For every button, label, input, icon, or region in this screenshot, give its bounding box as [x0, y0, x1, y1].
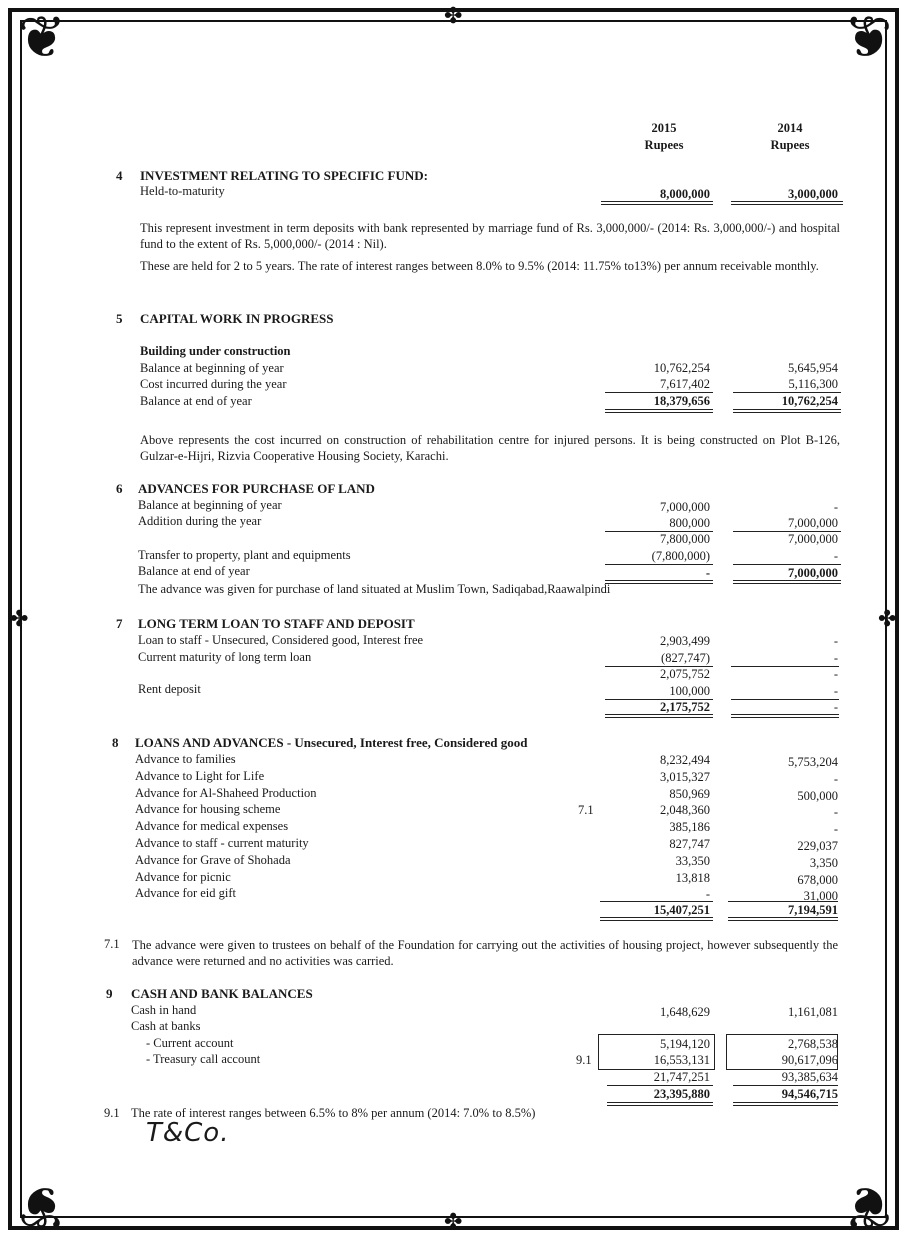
- double-rule: [733, 580, 841, 584]
- rule: [607, 1085, 713, 1086]
- double-rule: [728, 917, 838, 921]
- row-label: Balance at end of year: [140, 394, 252, 408]
- col-2015-year: 2015: [651, 121, 677, 135]
- value-2014: 500,000: [797, 789, 838, 803]
- value-2014: 2,768,538: [788, 1037, 838, 1051]
- value-2014: 90,617,096: [781, 1053, 838, 1067]
- top-ornament-icon: ✤: [444, 4, 463, 29]
- double-rule: [607, 1102, 713, 1106]
- note-number: 5: [116, 311, 123, 326]
- value-2015: 385,186: [669, 820, 710, 834]
- value-2015: (7,800,000): [651, 549, 710, 563]
- row-label: Balance at beginning of year: [140, 361, 284, 375]
- right-ornament-icon: ✤: [878, 607, 897, 632]
- double-rule: [600, 917, 713, 921]
- double-rule: [733, 409, 841, 413]
- value-2014: 1,161,081: [788, 1005, 838, 1019]
- value-2015: 2,175,752: [660, 700, 710, 714]
- auditor-initials-signature: T&Co.: [146, 1118, 230, 1148]
- rule: [733, 392, 841, 393]
- corner-flourish-icon: ❦: [17, 1173, 67, 1241]
- total-2015: 23,395,880: [653, 1087, 710, 1101]
- row-label: Advance for medical expenses: [135, 819, 289, 833]
- rule: [728, 901, 838, 902]
- row-label: - Current account: [146, 1036, 234, 1050]
- footnote-text: The rate of interest ranges between 6.5% to 8% per annum (2014: 7.0% to 8.5%): [131, 1106, 536, 1120]
- value-2014: 678,000: [797, 873, 838, 887]
- double-rule: [605, 409, 713, 413]
- row-label: Cash at banks: [131, 1019, 201, 1033]
- note-title: LOANS AND ADVANCES - Unsecured, Interest free, Considered good: [135, 735, 528, 750]
- bottom-ornament-icon: ✤: [444, 1210, 463, 1235]
- row-label: Addition during the year: [138, 514, 262, 528]
- total-2014: 7,194,591: [788, 903, 838, 917]
- rule: [605, 392, 713, 393]
- row-label: Advance for Grave of Shohada: [135, 853, 291, 867]
- value-2015: 33,350: [675, 854, 710, 868]
- value-2014: -: [833, 549, 838, 563]
- value-2015: 10,762,254: [653, 361, 710, 375]
- value-2015: 8,232,494: [660, 753, 710, 767]
- value-2014: -: [833, 805, 838, 819]
- value-2014: 7,000,000: [788, 532, 838, 546]
- value-2014: -: [833, 684, 838, 698]
- value-2014: 5,116,300: [788, 377, 838, 391]
- value-2014: -: [833, 500, 838, 514]
- note-title: LONG TERM LOAN TO STAFF AND DEPOSIT: [138, 616, 415, 631]
- value-2014: 229,037: [797, 839, 838, 853]
- footnote-text: The advance were given to trustees on behalf of the Foundation for carrying out the activities of housing project, however subsequently the advance were returned and no activities was carried.: [132, 938, 838, 968]
- double-rule: [733, 1102, 838, 1106]
- note-number: 8: [112, 735, 119, 750]
- row-label: Advance to Light for Life: [135, 769, 265, 783]
- note-paragraph: These are held for 2 to 5 years. The rate of interest ranges between 8.0% to 9.5% (2014: 11.75% to13%) per annum receivable monthly.: [140, 259, 819, 273]
- note-remark: The advance was given for purchase of land situated at Muslim Town, Sadiqabad,Raawalpindi: [138, 582, 611, 596]
- rule: [733, 564, 841, 565]
- double-rule: [605, 580, 713, 584]
- row-label: Balance at end of year: [138, 564, 250, 578]
- note-reference: 9.1: [576, 1053, 592, 1067]
- row-label: Advance for housing scheme: [135, 802, 281, 816]
- row-label: Cash in hand: [131, 1003, 197, 1017]
- double-rule: [601, 201, 713, 205]
- value-2014: 10,762,254: [781, 394, 838, 408]
- note-paragraph: This represent investment in term deposits with bank represented by marriage fund of Rs. 3,000,000/- (2014: Rs. 3,000,000/-) and hospital fund to the extent of Rs. 5,000,000/- (2014 : Nil).: [140, 221, 840, 251]
- note-title: INVESTMENT RELATING TO SPECIFIC FUND:: [140, 168, 428, 183]
- note-subtitle: Building under construction: [140, 344, 291, 358]
- value-2015: 7,617,402: [660, 377, 710, 391]
- row-label: Held-to-maturity: [140, 184, 225, 198]
- value-2014: 31,000: [803, 889, 838, 903]
- row-label: Cost incurred during the year: [140, 377, 287, 391]
- rule: [605, 564, 713, 565]
- row-label: Advance for picnic: [135, 870, 231, 884]
- row-label: Advance for eid gift: [135, 886, 237, 900]
- value-2014: -: [833, 822, 838, 836]
- value-2015: 8,000,000: [660, 187, 710, 201]
- value-2015: 21,747,251: [653, 1070, 710, 1084]
- total-2015: 15,407,251: [653, 903, 710, 917]
- value-2014: -: [833, 667, 838, 681]
- note-title: CAPITAL WORK IN PROGRESS: [140, 311, 334, 326]
- row-label: Current maturity of long term loan: [138, 650, 312, 664]
- col-2014-year: 2014: [777, 121, 803, 135]
- double-rule: [605, 714, 713, 718]
- footnote-number: 9.1: [104, 1106, 120, 1120]
- row-label: Transfer to property, plant and equipments: [138, 548, 351, 562]
- value-2014: 5,753,204: [788, 755, 838, 769]
- value-2014: 5,645,954: [788, 361, 838, 375]
- value-2015: 5,194,120: [660, 1037, 710, 1051]
- value-2014: 3,000,000: [788, 187, 838, 201]
- value-2015: 3,015,327: [660, 770, 710, 784]
- note-reference: 7.1: [578, 803, 594, 817]
- value-2015: -: [705, 887, 710, 901]
- corner-flourish-icon: ❦: [843, 3, 893, 71]
- col-2015-unit: Rupees: [644, 138, 684, 152]
- row-label: - Treasury call account: [146, 1052, 261, 1066]
- row-label: Advance for Al-Shaheed Production: [135, 786, 317, 800]
- value-2015: 7,000,000: [660, 500, 710, 514]
- note-paragraph: Above represents the cost incurred on construction of rehabilitation centre for injured persons. It is being constructed on Plot B-126, Gulzar-e-Hijri, Rizvia Cooperative Housing Society, Karachi.: [140, 433, 840, 463]
- footnote-number: 7.1: [104, 937, 120, 951]
- value-2014: -: [833, 651, 838, 665]
- value-2014: 93,385,634: [781, 1070, 838, 1084]
- note-number: 6: [116, 481, 123, 496]
- col-2014-unit: Rupees: [770, 138, 810, 152]
- note-number: 9: [106, 986, 113, 1001]
- double-rule: [731, 714, 839, 718]
- value-2015: 827,747: [669, 837, 710, 851]
- note-number: 7: [116, 616, 123, 631]
- value-2015: 2,048,360: [660, 803, 710, 817]
- value-2015: -: [705, 566, 710, 580]
- rule: [733, 1085, 838, 1086]
- corner-flourish-icon: ❦: [17, 3, 67, 71]
- row-label: Advance to families: [135, 752, 236, 766]
- value-2015: 7,800,000: [660, 532, 710, 546]
- value-2015: 16,553,131: [653, 1053, 710, 1067]
- value-2015: 850,969: [669, 787, 710, 801]
- value-2015: (827,747): [661, 651, 710, 665]
- value-2015: 100,000: [669, 684, 710, 698]
- value-2014: -: [833, 772, 838, 786]
- note-number: 4: [116, 168, 123, 183]
- corner-flourish-icon: ❦: [843, 1173, 893, 1241]
- value-2015: 13,818: [675, 871, 710, 885]
- value-2015: 1,648,629: [660, 1005, 710, 1019]
- value-2015: 18,379,656: [653, 394, 710, 408]
- value-2014: 3,350: [809, 856, 838, 870]
- row-label: Rent deposit: [138, 682, 201, 696]
- value-2014: 7,000,000: [788, 516, 838, 530]
- value-2014: -: [833, 634, 838, 648]
- value-2015: 800,000: [669, 516, 710, 530]
- rule: [600, 901, 713, 902]
- note-title: ADVANCES FOR PURCHASE OF LAND: [138, 481, 375, 496]
- left-ornament-icon: ✤: [10, 607, 29, 632]
- value-2014: 7,000,000: [788, 566, 838, 580]
- value-2015: 2,075,752: [660, 667, 710, 681]
- row-label: Balance at beginning of year: [138, 498, 282, 512]
- row-label: Loan to staff - Unsecured, Considered good, Interest free: [138, 633, 424, 647]
- row-label: Advance to staff - current maturity: [135, 836, 309, 850]
- double-rule: [731, 201, 843, 205]
- value-2014: -: [833, 700, 838, 714]
- total-2014: 94,546,715: [781, 1087, 838, 1101]
- note-title: CASH AND BANK BALANCES: [131, 986, 313, 1001]
- value-2015: 2,903,499: [660, 634, 710, 648]
